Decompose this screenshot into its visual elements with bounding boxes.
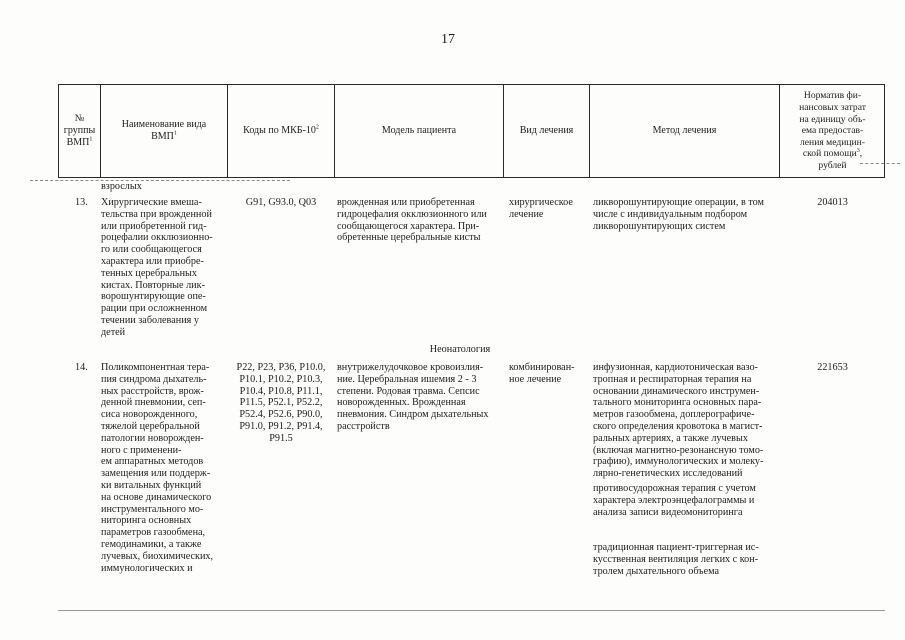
row-14-vmp-name: Поликомпонентная тера- пия синдрома дыхатель- ных расстройств, врож- денной пневмонии, сеп- сиса новорожденного, тяжелой церебральной патологии новорожден- ного с применени- ем аппаратных методов замещения или поддерж- ки витальных функций на основе динамического инструментального мо- ниторинга основных параметров газообмена, гемодинамики, а также лучевых, биохимических, иммунологических и	[101, 362, 214, 574]
row-13-treatment-type: хирургическое лечение	[509, 197, 573, 220]
row-14-treatment-method-1: инфузионная, кардиотоническая вазо- тропная и респираторная терапия на основании динамического инструмен- тального мониторинга основных пара- метров газообмена, доплерографиче- ского определения кровотока в магист- ральных артериях, а также лучевых (включая магнитно-резонансную томо- графию), иммунологических и молеку- лярно-генетических исследований	[593, 362, 764, 480]
carryover-text: взрослых	[101, 181, 142, 192]
row-14-cost-norm: 221653	[817, 362, 848, 373]
row-13-vmp-name: Хирургические вмеша- тельства при врожденной или приобретенной гид- роцефалии окклюзионно- го или сообщающегося характера или приобре- тенных церебральных кистах. Повторные лик- ворошунтирующие опе- рации при осложненном течении заболевания у детей	[101, 197, 213, 338]
header-vmp-name: Наименование вида ВМП$^1$	[121, 119, 207, 142]
row-14-number: 14.	[75, 362, 88, 373]
section-title: Неонатология	[429, 344, 491, 355]
row-14-treatment-method-2: противосудорожная терапия с учетом характера электроэнцефалограммы и анализа записи видеомониторинга	[593, 483, 756, 518]
header-treatment-type: Вид лечения	[519, 125, 574, 136]
page-bottom-rule	[58, 610, 885, 611]
table-header	[58, 84, 885, 178]
header-group-number: № группы ВМП$^1$	[63, 113, 96, 148]
header-patient-model: Модель пациента	[381, 125, 457, 136]
row-13-icd-codes: G91, G93.0, Q03	[245, 197, 317, 208]
row-14-patient-model: внутрижелудочковое кровоизлия- ние. Церебральная ишемия 2 - 3 степени. Родовая травма. Сепсис новорожденных. Врожденная пневмония. Синдром дыхательных расстройств	[337, 362, 489, 432]
row-13-treatment-method: ликворошунтирующие операции, в том числе с индивидуальным подбором ликворошунтирующих систем	[593, 197, 764, 232]
scan-artifact-line	[30, 180, 290, 181]
row-14-treatment-type: комбинирован- ное лечение	[509, 362, 575, 385]
header-cost-norm: Норматив фи- нансовых затрат на единицу объ- ема предостав- ления медицин- ской помощи$^3$, рублей	[799, 90, 866, 171]
scan-artifact-line	[860, 163, 900, 164]
header-treatment-method: Метод лечения	[652, 125, 717, 136]
page-number: 17	[441, 32, 455, 47]
row-14-icd-codes: P22, P23, P36, P10.0, P10.1, P10.2, P10.3, P10.4, P10.8, P11.1, P11.5, P52.1, P52.2, P52.4, P52.6, P90.0, P91.0, P91.2, P91.4, P91.5	[236, 362, 326, 444]
row-13-number: 13.	[75, 197, 88, 208]
row-14-treatment-method-3: традиционная пациент-триггерная ис- кусственная вентиляция легких с кон- тролем дыхательного объема	[593, 542, 759, 577]
row-13-cost-norm: 204013	[817, 197, 848, 208]
row-13-patient-model: врожденная или приобретенная гидроцефалия окклюзионного или сообщающегося характера. При- обретенные церебральные кисты	[337, 197, 487, 244]
header-icd-codes: Коды по МКБ-$10^2$	[243, 124, 319, 136]
